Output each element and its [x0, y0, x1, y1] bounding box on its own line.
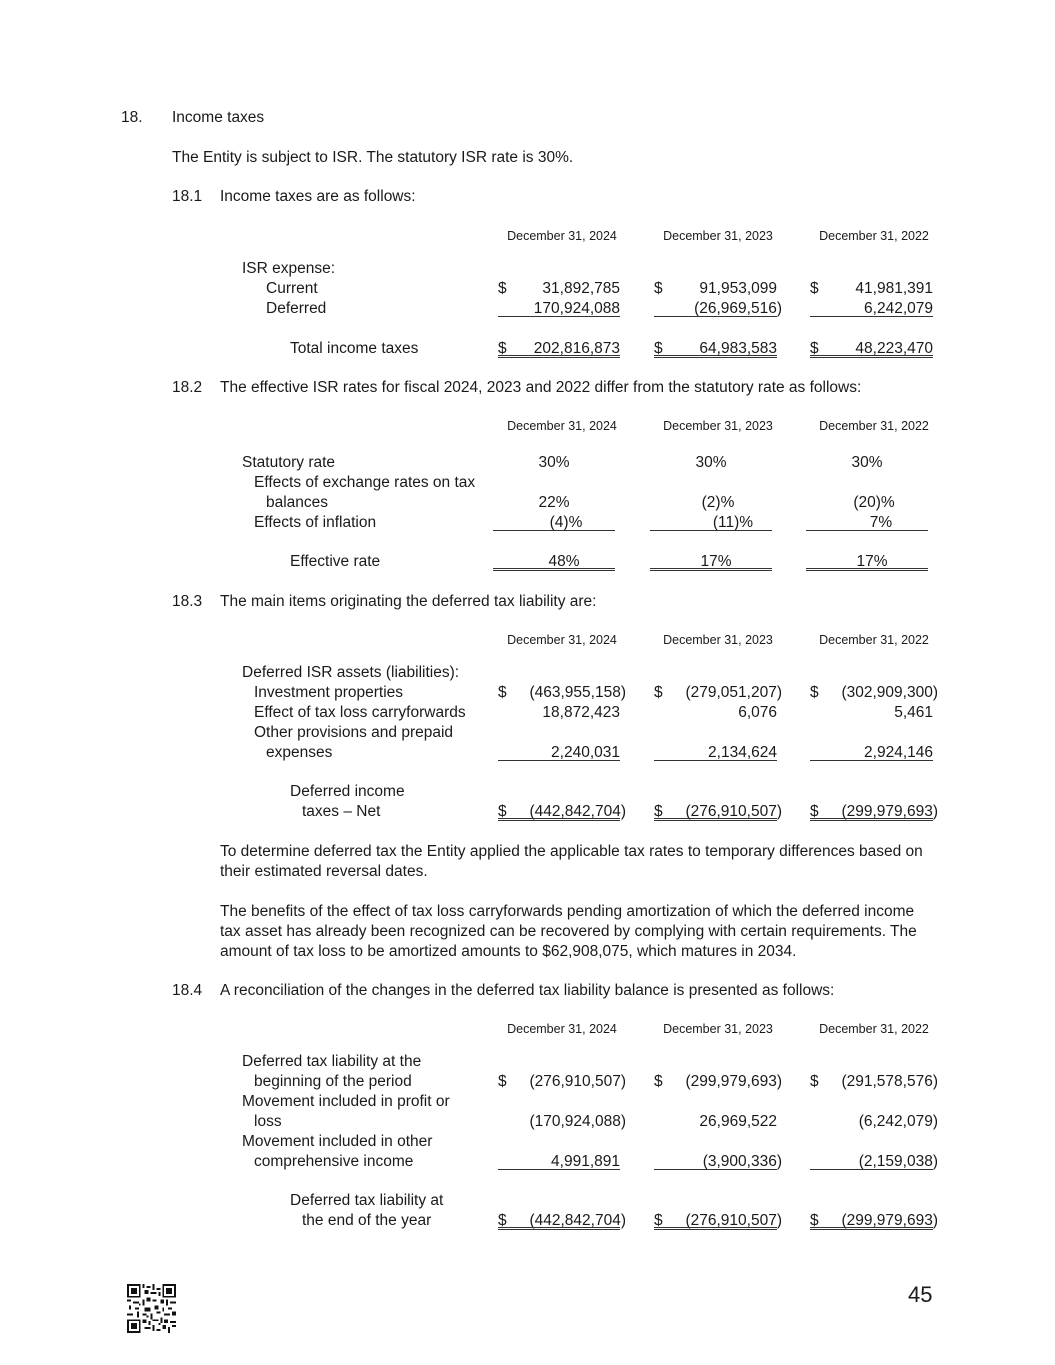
- currency-sign: $: [498, 684, 507, 701]
- intro-text: The Entity is subject to ISR. The statutory ISR rate is 30%.: [172, 149, 574, 166]
- double-underline: [810, 1227, 933, 1230]
- double-underline: [654, 818, 777, 821]
- s2-exchange-label-2: balances: [266, 494, 329, 511]
- s2-effective-2024: 48%: [548, 553, 580, 570]
- currency-sign: $: [810, 1073, 819, 1090]
- s2-inflation-label: Effects of inflation: [254, 514, 377, 531]
- s4-number: 18.4: [172, 982, 203, 999]
- section-number: 18.: [121, 109, 143, 126]
- s2-number: 18.2: [172, 379, 203, 396]
- currency-sign: $: [654, 340, 663, 357]
- currency-sign: $: [498, 1212, 507, 1229]
- underline: [810, 760, 933, 761]
- s2-inflation-2023: (11)%: [712, 514, 754, 531]
- double-underline: [498, 818, 620, 821]
- s4-oci-label-2: comprehensive income: [254, 1153, 414, 1170]
- underline: [654, 760, 777, 761]
- currency-sign: $: [498, 803, 507, 820]
- qr-code-icon: [127, 1284, 176, 1333]
- currency-sign: $: [810, 340, 819, 357]
- s3-year-2023: December 31, 2023: [663, 633, 773, 647]
- s4-beginning-2023: (299,979,693): [685, 1073, 782, 1090]
- s4-profit-2022: (6,242,079): [858, 1113, 938, 1130]
- s1-total-label: Total income taxes: [290, 340, 419, 357]
- s4-end-2024: (442,842,704): [529, 1212, 626, 1229]
- s4-heading: A reconciliation of the changes in the deferred tax liability balance is presented as follows:: [220, 982, 835, 999]
- s2-exchange-2023: (2)%: [701, 494, 735, 511]
- s1-deferred-2022: 6,242,079: [864, 300, 933, 317]
- s1-year-2023: December 31, 2023: [663, 229, 773, 243]
- s3-total-label-1: Deferred income: [290, 783, 405, 800]
- s3-para2-line1: The benefits of the effect of tax loss carryforwards pending amortization of which the deferred income: [220, 903, 915, 920]
- s3-other-2024: 2,240,031: [551, 744, 620, 761]
- s2-exchange-label-1: Effects of exchange rates on tax: [254, 474, 476, 491]
- s4-beginning-2024: (276,910,507): [529, 1073, 626, 1090]
- s4-oci-label-1: Movement included in other: [242, 1133, 433, 1150]
- currency-sign: $: [810, 1212, 819, 1229]
- s4-oci-2022: (2,159,038): [858, 1153, 938, 1170]
- s4-end-label-1: Deferred tax liability at: [290, 1192, 444, 1209]
- s1-current-2022: 41,981,391: [855, 280, 933, 297]
- underline: [810, 1169, 933, 1170]
- s3-investment-2023: (279,051,207): [685, 684, 782, 701]
- s2-exchange-2022: (20)%: [853, 494, 895, 511]
- s1-total-2024: 202,816,873: [533, 340, 620, 357]
- s4-profit-2024: (170,924,088): [529, 1113, 626, 1130]
- s2-statutory-2023: 30%: [695, 454, 727, 471]
- double-underline: [650, 568, 772, 571]
- currency-sign: $: [810, 280, 819, 297]
- currency-sign: $: [654, 1073, 663, 1090]
- underline: [806, 530, 928, 531]
- s2-effective-label: Effective rate: [290, 553, 381, 570]
- underline: [654, 316, 777, 317]
- double-underline: [654, 355, 777, 358]
- s4-profit-2023: 26,969,522: [699, 1113, 777, 1130]
- s1-total-2022: 48,223,470: [855, 340, 933, 357]
- s2-year-2022: December 31, 2022: [819, 419, 929, 433]
- s4-beginning-2022: (291,578,576): [841, 1073, 938, 1090]
- s3-investment-label: Investment properties: [254, 684, 404, 701]
- s3-year-2024: December 31, 2024: [507, 633, 617, 647]
- s3-other-2023: 2,134,624: [708, 744, 777, 761]
- s3-investment-2022: (302,909,300): [841, 684, 938, 701]
- underline: [498, 316, 620, 317]
- s4-end-2023: (276,910,507): [685, 1212, 782, 1229]
- s3-para2-line3: amount of tax loss to be amortized amounts to $62,908,075, which matures in 2034.: [220, 943, 797, 960]
- currency-sign: $: [654, 1212, 663, 1229]
- s3-tax-loss-label: Effect of tax loss carryforwards: [254, 704, 466, 721]
- s3-para1-line2: their estimated reversal dates.: [220, 863, 428, 880]
- s2-statutory-2024: 30%: [538, 454, 570, 471]
- s1-deferred-2023: (26,969,516): [694, 300, 782, 317]
- double-underline: [810, 355, 933, 358]
- s2-heading: The effective ISR rates for fiscal 2024, 2023 and 2022 differ from the statutory rate as follows:: [220, 379, 862, 396]
- s4-year-2022: December 31, 2022: [819, 1022, 929, 1036]
- s3-investment-2024: (463,955,158): [529, 684, 626, 701]
- s3-number: 18.3: [172, 593, 203, 610]
- s2-statutory-2022: 30%: [851, 454, 883, 471]
- double-underline: [810, 818, 933, 821]
- s3-other-label-1: Other provisions and prepaid: [254, 724, 454, 741]
- double-underline: [806, 568, 928, 571]
- s3-total-2023: (276,910,507): [685, 803, 782, 820]
- underline: [810, 316, 933, 317]
- currency-sign: $: [654, 803, 663, 820]
- s3-other-label-2: expenses: [266, 744, 333, 761]
- s3-total-2024: (442,842,704): [529, 803, 626, 820]
- s2-inflation-2024: (4)%: [549, 514, 583, 531]
- s3-tax-loss-2024: 18,872,423: [542, 704, 620, 721]
- s2-inflation-2022: 7%: [869, 514, 893, 531]
- underline: [654, 1169, 777, 1170]
- s4-beginning-label-1: Deferred tax liability at the: [242, 1053, 422, 1070]
- s2-exchange-2024: 22%: [538, 494, 570, 511]
- s1-number: 18.1: [172, 188, 203, 205]
- s3-total-label-2: taxes – Net: [302, 803, 381, 820]
- underline: [498, 760, 620, 761]
- s2-year-2024: December 31, 2024: [507, 419, 617, 433]
- s1-current-2024: 31,892,785: [542, 280, 620, 297]
- double-underline: [493, 568, 615, 571]
- s1-deferred-label: Deferred: [266, 300, 327, 317]
- s4-profit-label-1: Movement included in profit or: [242, 1093, 450, 1110]
- s2-effective-2023: 17%: [700, 553, 732, 570]
- double-underline: [654, 1227, 777, 1230]
- currency-sign: $: [810, 684, 819, 701]
- s3-other-2022: 2,924,146: [864, 744, 933, 761]
- s3-para2-line2: tax asset has already been recognized can be recovered by complying with certain requirements. The: [220, 923, 917, 940]
- underline: [493, 530, 615, 531]
- currency-sign: $: [654, 280, 663, 297]
- currency-sign: $: [498, 340, 507, 357]
- s1-current-2023: 91,953,099: [699, 280, 777, 297]
- s2-effective-2022: 17%: [856, 553, 888, 570]
- double-underline: [498, 1227, 620, 1230]
- s4-oci-2024: 4,991,891: [551, 1153, 620, 1170]
- currency-sign: $: [810, 803, 819, 820]
- section-title: Income taxes: [172, 109, 265, 126]
- double-underline: [498, 355, 620, 358]
- s4-year-2023: December 31, 2023: [663, 1022, 773, 1036]
- currency-sign: $: [498, 1073, 507, 1090]
- s3-para1-line1: To determine deferred tax the Entity applied the applicable tax rates to temporary differences based on: [220, 843, 923, 860]
- underline: [498, 1169, 620, 1170]
- s3-year-2022: December 31, 2022: [819, 633, 929, 647]
- s1-year-2022: December 31, 2022: [819, 229, 929, 243]
- page-number: 45: [908, 1282, 933, 1307]
- s2-statutory-label: Statutory rate: [242, 454, 336, 471]
- s3-total-2022: (299,979,693): [841, 803, 938, 820]
- s3-tax-loss-2023: 6,076: [738, 704, 777, 721]
- s1-group-label: ISR expense:: [242, 260, 336, 277]
- s4-profit-label-2: loss: [254, 1113, 282, 1130]
- s2-year-2023: December 31, 2023: [663, 419, 773, 433]
- s1-total-2023: 64,983,583: [699, 340, 777, 357]
- s4-year-2024: December 31, 2024: [507, 1022, 617, 1036]
- s1-year-2024: December 31, 2024: [507, 229, 617, 243]
- s4-oci-2023: (3,900,336): [702, 1153, 782, 1170]
- s3-group-label: Deferred ISR assets (liabilities):: [242, 664, 460, 681]
- s4-end-2022: (299,979,693): [841, 1212, 938, 1229]
- s1-current-label: Current: [266, 280, 318, 297]
- s4-end-label-2: the end of the year: [302, 1212, 432, 1229]
- s3-tax-loss-2022: 5,461: [894, 704, 933, 721]
- currency-sign: $: [654, 684, 663, 701]
- s1-heading: Income taxes are as follows:: [220, 188, 416, 205]
- s4-beginning-label-2: beginning of the period: [254, 1073, 412, 1090]
- underline: [650, 530, 772, 531]
- currency-sign: $: [498, 280, 507, 297]
- s3-heading: The main items originating the deferred tax liability are:: [220, 593, 597, 610]
- s1-deferred-2024: 170,924,088: [533, 300, 620, 317]
